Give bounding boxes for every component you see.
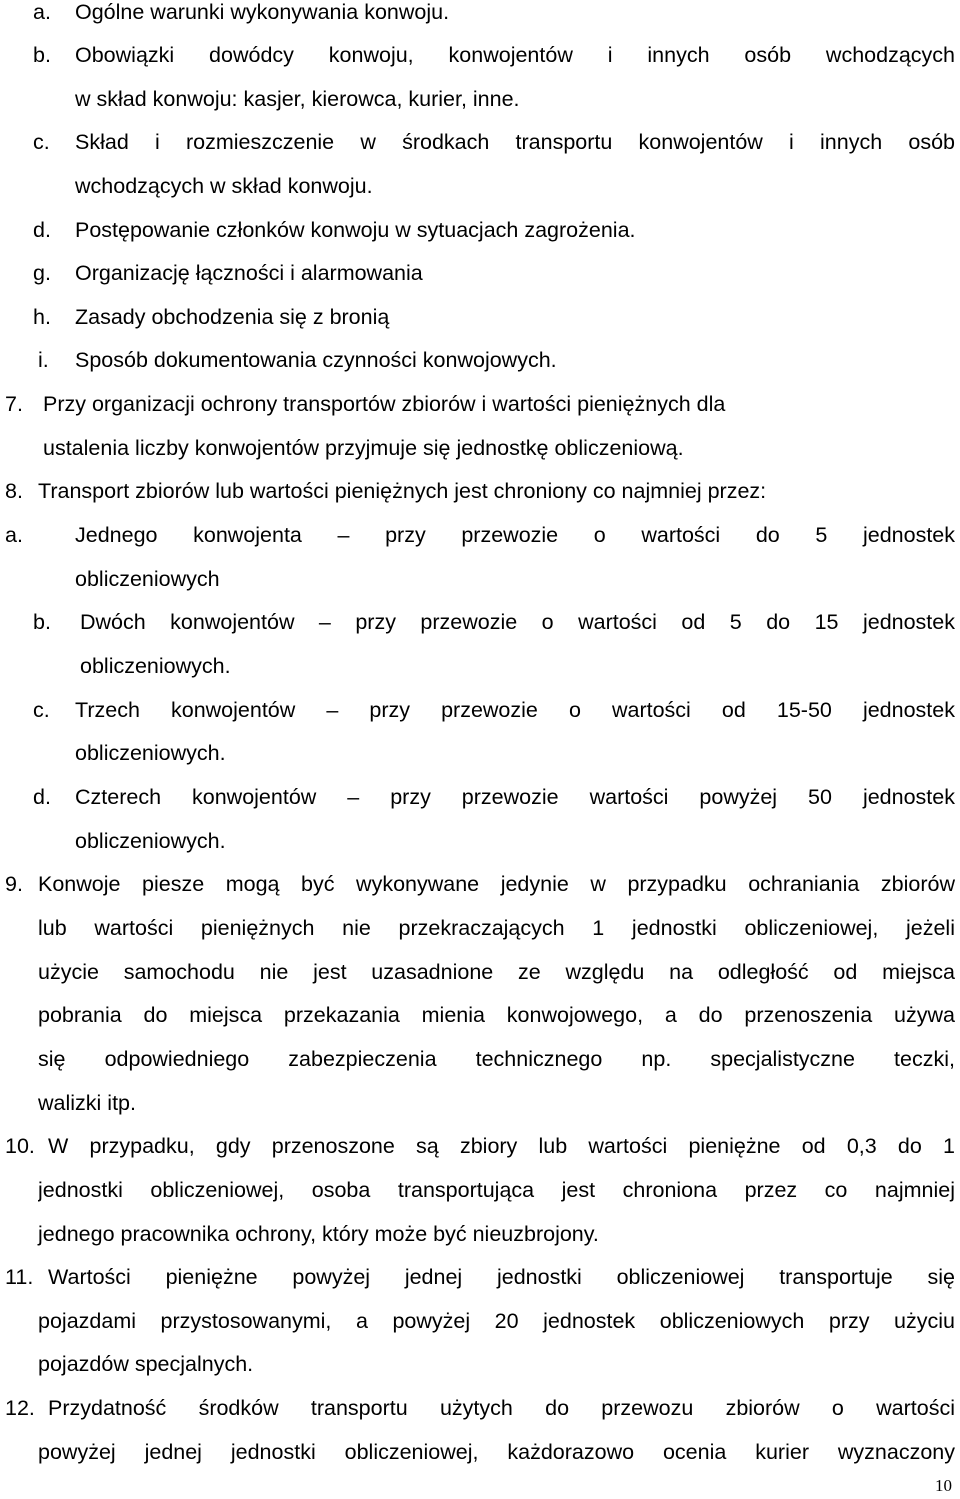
list-item-text: obliczeniowych. bbox=[80, 654, 231, 678]
list-item-text: w skład konwoju: kasjer, kierowca, kurier, inne. bbox=[75, 87, 520, 111]
list-marker: a. bbox=[5, 523, 23, 547]
list-item-text: Skład i rozmieszczenie w środkach transportu konwojentów i innych osób bbox=[75, 130, 955, 154]
list-item-text: Trzech konwojentów – przy przewozie o wartości od 15-50 jednostek bbox=[75, 698, 955, 722]
list-item-continuation bbox=[0, 1175, 960, 1205]
list-item-text: Obowiązki dowódcy konwoju, konwojentów i innych osób wchodzących bbox=[75, 43, 955, 67]
list-item-text: obliczeniowych bbox=[75, 567, 220, 591]
list-item-text: Jednego konwojenta – przy przewozie o wartości do 5 jednostek bbox=[75, 523, 955, 547]
list-item-text: Przy organizacji ochrony transportów zbiorów i wartości pieniężnych dla bbox=[43, 392, 726, 416]
list-item bbox=[0, 40, 960, 70]
list-item-text: Dwóch konwojentów – przy przewozie o wartości od 5 do 15 jednostek bbox=[80, 610, 955, 634]
list-marker: i. bbox=[38, 348, 49, 372]
list-item-text: jednego pracownika ochrony, który może być nieuzbrojony. bbox=[38, 1222, 599, 1246]
list-item-continuation bbox=[0, 1000, 960, 1030]
list-item bbox=[0, 302, 960, 332]
list-item-text: Czterech konwojentów – przy przewozie wartości powyżej 50 jednostek bbox=[75, 785, 955, 809]
list-item-continuation bbox=[0, 1306, 960, 1336]
list-marker: 11. bbox=[5, 1265, 34, 1289]
list-item-text: powyżej jednej jednostki obliczeniowej, każdorazowo ocenia kurier wyznaczony bbox=[38, 1440, 955, 1464]
list-item-continuation bbox=[0, 171, 960, 201]
list-marker: b. bbox=[33, 43, 51, 67]
list-item-continuation bbox=[0, 738, 960, 768]
list-item-text: Postępowanie członków konwoju w sytuacjach zagrożenia. bbox=[75, 218, 636, 242]
list-item bbox=[0, 258, 960, 288]
list-marker: b. bbox=[33, 610, 51, 634]
list-item-continuation bbox=[0, 957, 960, 987]
list-item-text: Zasady obchodzenia się z bronią bbox=[75, 305, 390, 329]
list-item-text: pojazdami przystosowanymi, a powyżej 20 jednostek obliczeniowych przy użyciu bbox=[38, 1309, 955, 1333]
list-item-text: pojazdów specjalnych. bbox=[38, 1352, 254, 1376]
list-item bbox=[0, 476, 960, 506]
list-item-continuation bbox=[0, 1219, 960, 1249]
list-item bbox=[0, 0, 960, 27]
sub-list-item bbox=[0, 782, 960, 812]
list-item-text: Sposób dokumentowania czynności konwojowych. bbox=[75, 348, 557, 372]
list-item-text: się odpowiedniego zabezpieczenia technicznego np. specjalistyczne teczki, bbox=[38, 1047, 955, 1071]
list-marker: 10. bbox=[5, 1134, 35, 1158]
list-item-text: obliczeniowych. bbox=[75, 741, 226, 765]
list-marker: d. bbox=[33, 218, 51, 242]
list-item bbox=[0, 1131, 960, 1161]
list-item-text: ustalenia liczby konwojentów przyjmuje się jednostkę obliczeniową. bbox=[43, 436, 684, 460]
sub-list-item bbox=[0, 520, 960, 550]
list-item bbox=[0, 869, 960, 899]
list-marker: h. bbox=[33, 305, 51, 329]
list-item-continuation bbox=[0, 1437, 960, 1467]
sub-list-item bbox=[0, 695, 960, 725]
list-marker: g. bbox=[33, 261, 51, 285]
list-marker: d. bbox=[33, 785, 51, 809]
list-item bbox=[0, 215, 960, 245]
list-item-text: wchodzących w skład konwoju. bbox=[75, 174, 373, 198]
list-marker: c. bbox=[33, 130, 50, 154]
list-marker: a. bbox=[33, 0, 51, 24]
list-item bbox=[0, 1262, 960, 1292]
list-item-continuation bbox=[0, 913, 960, 943]
list-item-continuation bbox=[0, 1088, 960, 1118]
list-item-text: Organizację łączności i alarmowania bbox=[75, 261, 423, 285]
list-item-text: Konwoje piesze mogą być wykonywane jedynie w przypadku ochraniania zbiorów bbox=[38, 872, 955, 896]
list-item bbox=[0, 127, 960, 157]
list-item bbox=[0, 345, 960, 375]
list-item-continuation bbox=[0, 826, 960, 856]
list-item-continuation bbox=[0, 651, 960, 681]
list-marker: 8. bbox=[5, 479, 23, 503]
list-item-continuation bbox=[0, 84, 960, 114]
list-item-text: obliczeniowych. bbox=[75, 829, 226, 853]
list-item-text: W przypadku, gdy przenoszone są zbiory lub wartości pieniężne od 0,3 do 1 bbox=[48, 1134, 955, 1158]
list-item-continuation bbox=[0, 1044, 960, 1074]
list-item-continuation bbox=[0, 433, 960, 463]
page-number: 10 bbox=[935, 1476, 952, 1495]
list-marker: 7. bbox=[5, 392, 23, 416]
list-item-text: Transport zbiorów lub wartości pieniężnych jest chroniony co najmniej przez: bbox=[38, 479, 767, 503]
list-item bbox=[0, 389, 960, 419]
list-item-continuation bbox=[0, 564, 960, 594]
sub-list-item bbox=[0, 607, 960, 637]
list-item-text: Przydatność środków transportu użytych do przewozu zbiorów o wartości bbox=[48, 1396, 955, 1420]
list-marker: 9. bbox=[5, 872, 23, 896]
list-item-text: walizki itp. bbox=[38, 1091, 136, 1115]
list-marker: 12. bbox=[5, 1396, 35, 1420]
list-item-text: lub wartości pieniężnych nie przekraczających 1 jednostki obliczeniowej, jeżeli bbox=[38, 916, 955, 940]
list-item bbox=[0, 1393, 960, 1423]
list-item-text: użycie samochodu nie jest uzasadnione ze względu na odległość od miejsca bbox=[38, 960, 955, 984]
list-item-text: pobrania do miejsca przekazania mienia konwojowego, a do przenoszenia używa bbox=[38, 1003, 955, 1027]
list-item-text: Wartości pieniężne powyżej jednej jednostki obliczeniowej transportuje się bbox=[48, 1265, 955, 1289]
list-item-text: jednostki obliczeniowej, osoba transportująca jest chroniona przez co najmniej bbox=[38, 1178, 955, 1202]
list-item-text: Ogólne warunki wykonywania konwoju. bbox=[75, 0, 450, 24]
list-marker: c. bbox=[33, 698, 50, 722]
list-item-continuation bbox=[0, 1349, 960, 1379]
